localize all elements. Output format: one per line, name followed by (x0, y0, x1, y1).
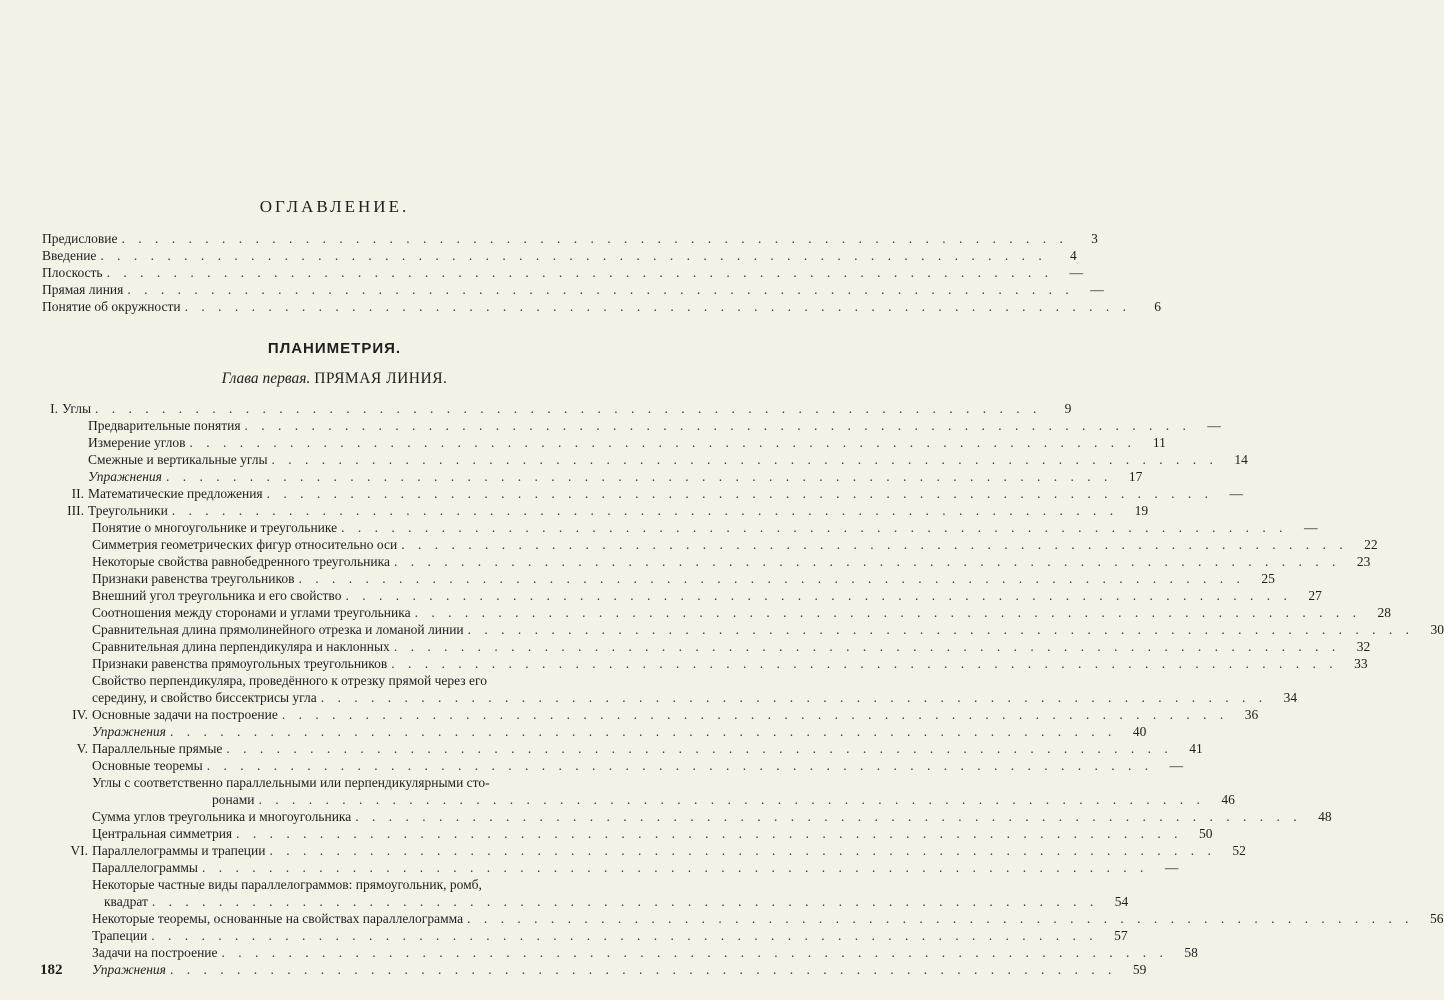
toc-entry: Предисловие . . . . . . . . . . . . . . . . . . . . . . . . . . . . . . . . . . . . . . . . . . . . . . . . . . . . . . . . . 3 (42, 231, 1098, 246)
toc-entry: Признаки равенства треугольников . . . . . . . . . . . . . . . . . . . . . . . . . . . . . . . . . . . . . . . . . . . . . . . . . . . . . . . . . 25 (92, 571, 1275, 586)
dot-leader: . . . . . . . . . . . . . . . . . . . . . . . . . . . . . . . . . . . . . . . . . . . . . . . . . . . . . . . . . (345, 588, 1292, 603)
dot-leader: . . . . . . . . . . . . . . . . . . . . . . . . . . . . . . . . . . . . . . . . . . . . . . . . . . . . . . . . . (320, 690, 1268, 705)
toc-entry: Понятие о многоугольнике и треугольнике . . . . . . . . . . . . . . . . . . . . . . . . . . . . . . . . . . . . . . . . . . . . . . . . . . . . . . . . . — (92, 520, 1318, 535)
dot-leader: . . . . . . . . . . . . . . . . . . . . . . . . . . . . . . . . . . . . . . . . . . . . . . . . . . . . . . . . . (269, 843, 1216, 858)
toc-entry: Измерение углов . . . . . . . . . . . . . . . . . . . . . . . . . . . . . . . . . . . . . . . . . . . . . . . . . . . . . . . . . 11 (88, 435, 1166, 450)
dot-leader: . . . . . . . . . . . . . . . . . . . . . . . . . . . . . . . . . . . . . . . . . . . . . . . . . . . . . . . . . (151, 894, 1099, 909)
dot-leader: . . . . . . . . . . . . . . . . . . . . . . . . . . . . . . . . . . . . . . . . . . . . . . . . . . . . . . . . . (258, 792, 1205, 807)
toc-entry: Задачи на построение . . . . . . . . . . . . . . . . . . . . . . . . . . . . . . . . . . . . . . . . . . . . . . . . . . . . . . . . . 58 (92, 945, 1198, 960)
toc-entry: ронами . . . . . . . . . . . . . . . . . . . . . . . . . . . . . . . . . . . . . . . . . . . . . . . . . . . . . . . . . 46 (212, 792, 1235, 807)
toc-entry: Трапеции . . . . . . . . . . . . . . . . . . . . . . . . . . . . . . . . . . . . . . . . . . . . . . . . . . . . . . . . . 57 (92, 928, 1128, 943)
toc-entry: Параллелограммы . . . . . . . . . . . . . . . . . . . . . . . . . . . . . . . . . . . . . . . . . . . . . . . . . . . . . . . . . — (92, 860, 1179, 875)
dot-leader: . . . . . . . . . . . . . . . . . . . . . . . . . . . . . . . . . . . . . . . . . . . . . . . . . . . . . . . . . (206, 758, 1154, 773)
toc-entry: Признаки равенства прямоугольных треугольников . . . . . . . . . . . . . . . . . . . . . . . . . . . . . . . . . . . . . . . . . . . . . . . . . . . . . . . . . 33 (92, 656, 1368, 671)
toc-chapter-entry: II. Математические предложения . . . . . . . . . . . . . . . . . . . . . . . . . . . . . . . . . . . . . . . . . . . . . . . . . . . . . . . . . — (71, 486, 1243, 501)
dot-leader: . . . . . . . . . . . . . . . . . . . . . . . . . . . . . . . . . . . . . . . . . . . . . . . . . . . . . . . . . (401, 537, 1348, 552)
toc-entry: Соотношения между сторонами и углами треугольника . . . . . . . . . . . . . . . . . . . . . . . . . . . . . . . . . . . . . . . . . . . . . . . . . . . . . . . . . 28 (92, 605, 1391, 620)
chapter-title: Глава первая. ПРЯМАЯ ЛИНИЯ. (221, 370, 448, 387)
toc-entry: Плоскость . . . . . . . . . . . . . . . . . . . . . . . . . . . . . . . . . . . . . . . . . . . . . . . . . . . . . . . . . — (42, 265, 1083, 280)
toc-entry-line: Некоторые частные виды параллелограммов: прямоугольник, ромб, (92, 877, 482, 892)
dot-leader: . . . . . . . . . . . . . . . . . . . . . . . . . . . . . . . . . . . . . . . . . . . . . . . . . . . . . . . . . (298, 571, 1245, 586)
toc-entry: Упражнения . . . . . . . . . . . . . . . . . . . . . . . . . . . . . . . . . . . . . . . . . . . . . . . . . . . . . . . . . 59 (92, 962, 1147, 977)
dot-leader: . . . . . . . . . . . . . . . . . . . . . . . . . . . . . . . . . . . . . . . . . . . . . . . . . . . . . . . . . (226, 741, 1173, 756)
dot-leader: . . . . . . . . . . . . . . . . . . . . . . . . . . . . . . . . . . . . . . . . . . . . . . . . . . . . . . . . . (341, 520, 1288, 535)
dot-leader: . . . . . . . . . . . . . . . . . . . . . . . . . . . . . . . . . . . . . . . . . . . . . . . . . . . . . . . . . (414, 605, 1361, 620)
dot-leader: . . . . . . . . . . . . . . . . . . . . . . . . . . . . . . . . . . . . . . . . . . . . . . . . . . . . . . . . . (393, 554, 1341, 569)
section-title: ПЛАНИМЕТРИЯ. (267, 340, 402, 357)
dot-leader: . . . . . . . . . . . . . . . . . . . . . . . . . . . . . . . . . . . . . . . . . . . . . . . . . . . . . . . . . (121, 231, 1068, 246)
toc-entry: Основные теоремы . . . . . . . . . . . . . . . . . . . . . . . . . . . . . . . . . . . . . . . . . . . . . . . . . . . . . . . . . — (92, 758, 1184, 773)
dot-leader: . . . . . . . . . . . . . . . . . . . . . . . . . . . . . . . . . . . . . . . . . . . . . . . . . . . . . . . . . (165, 469, 1113, 484)
toc-chapter-entry: IV. Основные задачи на построение . . . . . . . . . . . . . . . . . . . . . . . . . . . . . . . . . . . . . . . . . . . . . . . . . . . . . . . . . 36 (72, 707, 1259, 722)
toc-entry-line: Углы с соответственно параллельными или перпендикулярными сто- (92, 775, 490, 790)
dot-leader: . . . . . . . . . . . . . . . . . . . . . . . . . . . . . . . . . . . . . . . . . . . . . . . . . . . . . . . . . (221, 945, 1168, 960)
dot-leader: . . . . . . . . . . . . . . . . . . . . . . . . . . . . . . . . . . . . . . . . . . . . . . . . . . . . . . . . . (266, 486, 1213, 501)
dot-leader: . . . . . . . . . . . . . . . . . . . . . . . . . . . . . . . . . . . . . . . . . . . . . . . . . . . . . . . . . (244, 418, 1191, 433)
toc-entry: Введение . . . . . . . . . . . . . . . . . . . . . . . . . . . . . . . . . . . . . . . . . . . . . . . . . . . . . . . . . 4 (42, 248, 1077, 263)
dot-leader: . . . . . . . . . . . . . . . . . . . . . . . . . . . . . . . . . . . . . . . . . . . . . . . . . . . . . . . . . (184, 299, 1132, 314)
dot-leader: . . . . . . . . . . . . . . . . . . . . . . . . . . . . . . . . . . . . . . . . . . . . . . . . . . . . . . . . . (391, 656, 1338, 671)
dot-leader: . . . . . . . . . . . . . . . . . . . . . . . . . . . . . . . . . . . . . . . . . . . . . . . . . . . . . . . . . (467, 622, 1415, 637)
dot-leader: . . . . . . . . . . . . . . . . . . . . . . . . . . . . . . . . . . . . . . . . . . . . . . . . . . . . . . . . . (467, 911, 1414, 926)
toc-entry: Сравнительная длина перпендикуляра и наклонных . . . . . . . . . . . . . . . . . . . . . . . . . . . . . . . . . . . . . . . . . . . . . . . . . . . . . . . . . 32 (92, 639, 1371, 654)
toc-entry: Сумма углов треугольника и многоугольника . . . . . . . . . . . . . . . . . . . . . . . . . . . . . . . . . . . . . . . . . . . . . . . . . . . . . . . . . 48 (92, 809, 1332, 824)
toc-entry: Внешний угол треугольника и его свойство . . . . . . . . . . . . . . . . . . . . . . . . . . . . . . . . . . . . . . . . . . . . . . . . . . . . . . . . . 27 (92, 588, 1322, 603)
dot-leader: . . . . . . . . . . . . . . . . . . . . . . . . . . . . . . . . . . . . . . . . . . . . . . . . . . . . . . . . . (202, 860, 1149, 875)
toc-entry: середину, и свойство биссектрисы угла . . . . . . . . . . . . . . . . . . . . . . . . . . . . . . . . . . . . . . . . . . . . . . . . . . . . . . . . . 34 (92, 690, 1298, 705)
dot-leader: . . . . . . . . . . . . . . . . . . . . . . . . . . . . . . . . . . . . . . . . . . . . . . . . . . . . . . . . . (169, 724, 1117, 739)
dot-leader: . . . . . . . . . . . . . . . . . . . . . . . . . . . . . . . . . . . . . . . . . . . . . . . . . . . . . . . . . (100, 248, 1047, 263)
toc-entry-line: Свойство перпендикуляра, проведённого к отрезку прямой через его (92, 673, 487, 688)
toc-entry: Некоторые свойства равнобедренного треугольника . . . . . . . . . . . . . . . . . . . . . . . . . . . . . . . . . . . . . . . . . . . . . . . . . . . . . . . . . 23 (92, 554, 1371, 569)
dot-leader: . . . . . . . . . . . . . . . . . . . . . . . . . . . . . . . . . . . . . . . . . . . . . . . . . . . . . . . . . (355, 809, 1302, 824)
toc-entry: Упражнения . . . . . . . . . . . . . . . . . . . . . . . . . . . . . . . . . . . . . . . . . . . . . . . . . . . . . . . . . 17 (88, 469, 1143, 484)
dot-leader: . . . . . . . . . . . . . . . . . . . . . . . . . . . . . . . . . . . . . . . . . . . . . . . . . . . . . . . . . (393, 639, 1341, 654)
toc-entry: Сравнительная длина прямолинейного отрезка и ломаной линии . . . . . . . . . . . . . . . . . . . . . . . . . . . . . . . . . . . . . . . . . . . . . . . . . . . . . . . . . 30 (92, 622, 1444, 637)
toc-chapter-entry: VI. Параллелограммы и трапеции . . . . . . . . . . . . . . . . . . . . . . . . . . . . . . . . . . . . . . . . . . . . . . . . . . . . . . . . . 52 (70, 843, 1246, 858)
dot-leader: . . . . . . . . . . . . . . . . . . . . . . . . . . . . . . . . . . . . . . . . . . . . . . . . . . . . . . . . . (271, 452, 1218, 467)
toc-entry: Упражнения . . . . . . . . . . . . . . . . . . . . . . . . . . . . . . . . . . . . . . . . . . . . . . . . . . . . . . . . . 40 (92, 724, 1147, 739)
dot-leader: . . . . . . . . . . . . . . . . . . . . . . . . . . . . . . . . . . . . . . . . . . . . . . . . . . . . . . . . . (127, 282, 1074, 297)
toc-entry: квадрат . . . . . . . . . . . . . . . . . . . . . . . . . . . . . . . . . . . . . . . . . . . . . . . . . . . . . . . . . 54 (104, 894, 1129, 909)
dot-leader: . . . . . . . . . . . . . . . . . . . . . . . . . . . . . . . . . . . . . . . . . . . . . . . . . . . . . . . . . (106, 265, 1053, 280)
dot-leader: . . . . . . . . . . . . . . . . . . . . . . . . . . . . . . . . . . . . . . . . . . . . . . . . . . . . . . . . . (171, 503, 1119, 518)
page-number: 182 (40, 962, 63, 978)
toc-entry: Смежные и вертикальные углы . . . . . . . . . . . . . . . . . . . . . . . . . . . . . . . . . . . . . . . . . . . . . . . . . . . . . . . . . 14 (88, 452, 1248, 467)
toc-entry: Понятие об окружности . . . . . . . . . . . . . . . . . . . . . . . . . . . . . . . . . . . . . . . . . . . . . . . . . . . . . . . . . 6 (42, 299, 1162, 314)
toc-chapter-entry: I. Углы . . . . . . . . . . . . . . . . . . . . . . . . . . . . . . . . . . . . . . . . . . . . . . . . . . . . . . . . . 9 (50, 401, 1072, 416)
toc-heading: ОГЛАВЛЕНИЕ. (259, 197, 410, 216)
toc-entry: Некоторые теоремы, основанные на свойствах параллелограмма . . . . . . . . . . . . . . . . . . . . . . . . . . . . . . . . . . . . . . . . . . . . . . . . . . . . . . . . . 56 (92, 911, 1444, 926)
toc-entry: Прямая линия . . . . . . . . . . . . . . . . . . . . . . . . . . . . . . . . . . . . . . . . . . . . . . . . . . . . . . . . . — (42, 282, 1104, 297)
toc-chapter-entry: V. Параллельные прямые . . . . . . . . . . . . . . . . . . . . . . . . . . . . . . . . . . . . . . . . . . . . . . . . . . . . . . . . . 41 (76, 741, 1203, 756)
toc-chapter-entry: III. Треугольники . . . . . . . . . . . . . . . . . . . . . . . . . . . . . . . . . . . . . . . . . . . . . . . . . . . . . . . . . 19 (67, 503, 1149, 518)
dot-leader: . . . . . . . . . . . . . . . . . . . . . . . . . . . . . . . . . . . . . . . . . . . . . . . . . . . . . . . . . (151, 928, 1098, 943)
dot-leader: . . . . . . . . . . . . . . . . . . . . . . . . . . . . . . . . . . . . . . . . . . . . . . . . . . . . . . . . . (281, 707, 1229, 722)
toc-entry: Центральная симметрия . . . . . . . . . . . . . . . . . . . . . . . . . . . . . . . . . . . . . . . . . . . . . . . . . . . . . . . . . 50 (92, 826, 1213, 841)
dot-leader: . . . . . . . . . . . . . . . . . . . . . . . . . . . . . . . . . . . . . . . . . . . . . . . . . . . . . . . . . (236, 826, 1183, 841)
toc-entry: Предварительные понятия . . . . . . . . . . . . . . . . . . . . . . . . . . . . . . . . . . . . . . . . . . . . . . . . . . . . . . . . . — (88, 418, 1221, 433)
dot-leader: . . . . . . . . . . . . . . . . . . . . . . . . . . . . . . . . . . . . . . . . . . . . . . . . . . . . . . . . . (95, 401, 1042, 416)
dot-leader: . . . . . . . . . . . . . . . . . . . . . . . . . . . . . . . . . . . . . . . . . . . . . . . . . . . . . . . . . (189, 435, 1136, 450)
toc-entry: Симметрия геометрических фигур относительно оси . . . . . . . . . . . . . . . . . . . . . . . . . . . . . . . . . . . . . . . . . . . . . . . . . . . . . . . . . 22 (92, 537, 1378, 552)
dot-leader: . . . . . . . . . . . . . . . . . . . . . . . . . . . . . . . . . . . . . . . . . . . . . . . . . . . . . . . . . (169, 962, 1117, 977)
